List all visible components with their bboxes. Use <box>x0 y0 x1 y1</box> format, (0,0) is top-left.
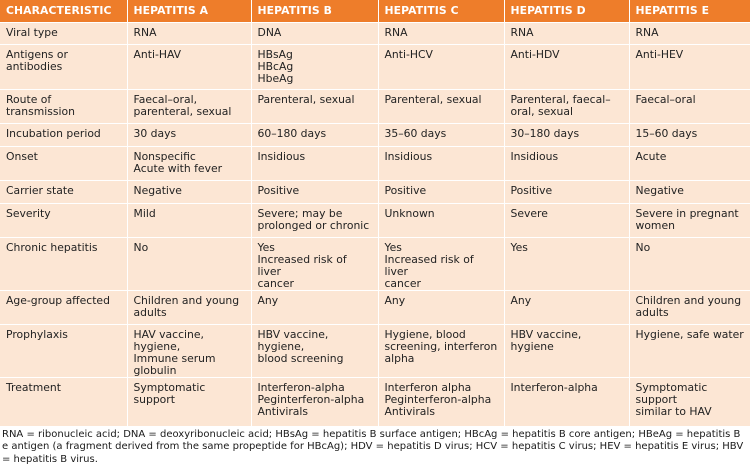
table-cell: Any <box>251 291 378 325</box>
header-row <box>0 0 750 23</box>
table-cell: Insidious <box>251 147 378 181</box>
table-cell: HBV vaccine, hygiene <box>504 325 629 378</box>
table-cell: 60–180 days <box>251 124 378 147</box>
table-row <box>0 124 750 147</box>
table-cell: Severe in pregnant women <box>629 204 750 238</box>
row-label: Chronic hepatitis <box>0 238 127 291</box>
table-cell: Hygiene, blood screening, interferon alpha <box>378 325 504 378</box>
table-cell: Faecal–oral, parenteral, sexual <box>127 90 251 124</box>
table-cell: 35–60 days <box>378 124 504 147</box>
table-cell: Yes Increased risk of liver cancer <box>251 238 378 291</box>
table-cell: Unknown <box>378 204 504 238</box>
table-cell: HBV vaccine, hygiene, blood screening <box>251 325 378 378</box>
table-cell: Mild <box>127 204 251 238</box>
table-cell: Anti-HCV <box>378 45 504 90</box>
column-header: HEPATITIS B <box>251 0 378 23</box>
table-cell: No <box>629 238 750 291</box>
table-row <box>0 45 750 90</box>
table-row <box>0 147 750 181</box>
table-cell: 30 days <box>127 124 251 147</box>
table-row <box>0 181 750 204</box>
row-label: Viral type <box>0 23 127 45</box>
table-cell: RNA <box>378 23 504 45</box>
table-cell: RNA <box>504 23 629 45</box>
table-cell: HAV vaccine, hygiene, Immune serum globulin <box>127 325 251 378</box>
table-footnote: RNA = ribonucleic acid; DNA = deoxyribonucleic acid; HBsAg = hepatitis B surface antigen; HBcAg = hepatitis B core antigen; HBeAg = hepatitis B e antigen (a fragment derived from the same propeptide for HBcAg); HDV = hepatitis D virus; HCV = hepatitis C virus; HEV = hepatitis E virus; HBV = hepatitis B virus. <box>2 428 744 465</box>
table-cell: Acute <box>629 147 750 181</box>
table-cell: Positive <box>251 181 378 204</box>
table-cell: Parenteral, sexual <box>378 90 504 124</box>
table-cell: Positive <box>378 181 504 204</box>
table-row <box>0 90 750 124</box>
table-row <box>0 238 750 291</box>
table-cell: Interferon alpha Peginterferon-alpha Antivirals <box>378 378 504 426</box>
column-header: HEPATITIS D <box>504 0 629 23</box>
row-label: Severity <box>0 204 127 238</box>
row-label: Age-group affected <box>0 291 127 325</box>
table-cell: Positive <box>504 181 629 204</box>
table-cell: Any <box>504 291 629 325</box>
column-header: CHARACTERISTIC <box>0 0 127 23</box>
table-cell: Negative <box>127 181 251 204</box>
table-cell: Any <box>378 291 504 325</box>
table-row <box>0 291 750 325</box>
table-cell: No <box>127 238 251 291</box>
table-cell: Parenteral, sexual <box>251 90 378 124</box>
column-header: HEPATITIS E <box>629 0 750 23</box>
column-header: HEPATITIS A <box>127 0 251 23</box>
row-label: Treatment <box>0 378 127 426</box>
table-cell: Insidious <box>378 147 504 181</box>
table-cell: HBsAg HBcAg HbeAg <box>251 45 378 90</box>
table-cell: Symptomatic support similar to HAV <box>629 378 750 426</box>
table-cell: Anti-HAV <box>127 45 251 90</box>
table-cell: Severe; may be prolonged or chronic <box>251 204 378 238</box>
table-row <box>0 378 750 426</box>
row-label: Incubation period <box>0 124 127 147</box>
table-cell: Parenteral, faecal– oral, sexual <box>504 90 629 124</box>
table-cell: Children and young adults <box>127 291 251 325</box>
row-label: Prophylaxis <box>0 325 127 378</box>
table-row <box>0 204 750 238</box>
column-header: HEPATITIS C <box>378 0 504 23</box>
table-cell: Interferon-alpha Peginterferon-alpha Antivirals <box>251 378 378 426</box>
table-cell: RNA <box>629 23 750 45</box>
row-label: Antigens or antibodies <box>0 45 127 90</box>
table-cell: Severe <box>504 204 629 238</box>
table-cell: 30–180 days <box>504 124 629 147</box>
table-row <box>0 23 750 45</box>
table-cell: 15–60 days <box>629 124 750 147</box>
table-cell: Insidious <box>504 147 629 181</box>
table-cell: Symptomatic support <box>127 378 251 426</box>
row-label: Carrier state <box>0 181 127 204</box>
table-cell: Yes Increased risk of liver cancer <box>378 238 504 291</box>
table-cell: Negative <box>629 181 750 204</box>
table-cell: Anti-HEV <box>629 45 750 90</box>
table-cell: Interferon-alpha <box>504 378 629 426</box>
table-row <box>0 325 750 378</box>
table-cell: Anti-HDV <box>504 45 629 90</box>
table-cell: Yes <box>504 238 629 291</box>
row-label: Onset <box>0 147 127 181</box>
table-cell: Faecal–oral <box>629 90 750 124</box>
table-cell: Children and young adults <box>629 291 750 325</box>
table-cell: RNA <box>127 23 251 45</box>
table-cell: Hygiene, safe water <box>629 325 750 378</box>
row-label: Route of transmission <box>0 90 127 124</box>
table-cell: DNA <box>251 23 378 45</box>
table-cell: Nonspecific Acute with fever <box>127 147 251 181</box>
